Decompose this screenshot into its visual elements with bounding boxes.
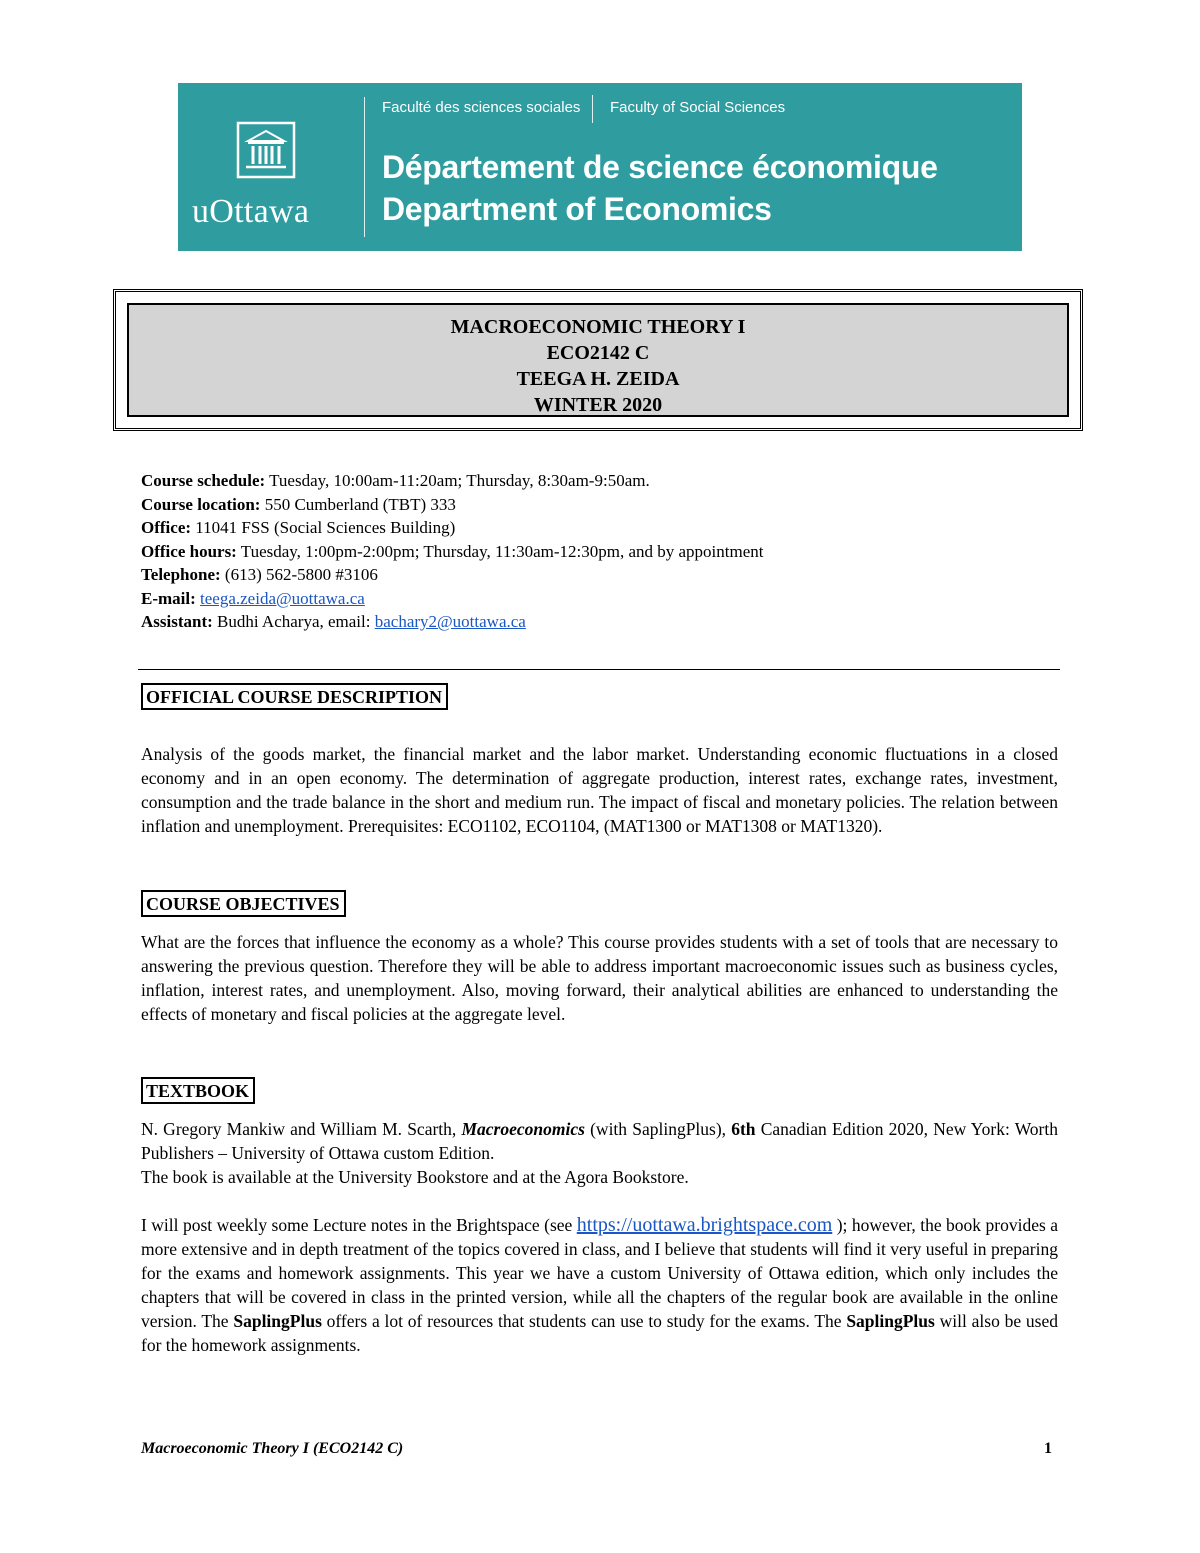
department-name-en: Department of Economics (382, 191, 772, 227)
assistant: Assistant: Budhi Acharya, email: bachary2@uottawa.ca (141, 612, 526, 631)
course-schedule: Course schedule: Tuesday, 10:00am-11:20am; Thursday, 8:30am-9:50am. (141, 471, 650, 490)
department-banner (178, 83, 1022, 251)
banner-divider (364, 97, 365, 237)
assistant-email-link[interactable]: bachary2@uottawa.ca (374, 612, 526, 631)
course-title-box (113, 289, 1083, 431)
textbook-text (141, 1117, 1058, 1357)
faculty-divider (592, 95, 593, 123)
instructor-name: TEEGA H. ZEIDA (516, 368, 680, 390)
course-info (141, 469, 764, 634)
uottawa-logo (178, 83, 364, 251)
department-name-fr: Département de science économique (382, 149, 938, 185)
page-number: 1 (1044, 1440, 1052, 1457)
email: E-mail: teega.zeida@uottawa.ca (141, 588, 365, 608)
brightspace-link[interactable]: https://uottawa.brightspace.com (576, 1214, 833, 1236)
section-divider (138, 669, 1060, 670)
description-text: Analysis of the goods market, the financial market and the labor market. Understanding economic fluctuations in a closed economy and in an open economy. The determination of aggregate production, interest rates, exchange rates, investment, consumption and the trade balance in the short and medium run. The impact of fiscal and monetary policies. The relation between inflation and unemployment. Prerequisites: ECO1102, ECO1104, (MAT1300 or MAT1308 or MAT1320). (141, 744, 1058, 836)
office: Office: 11041 FSS (Social Sciences Building) (141, 518, 456, 537)
course-title: MACROECONOMIC THEORY I (450, 316, 746, 338)
course-title-inner (127, 303, 1069, 417)
footer-course-title: Macroeconomic Theory I (ECO2142 C) (141, 1440, 404, 1457)
telephone: Telephone: (613) 562-5800 #3106 (141, 565, 378, 584)
textbook-heading: TEXTBOOK (141, 1077, 255, 1104)
lecture-notes-paragraph: I will post weekly some Lecture notes in the Brightspace (see https://uottawa.brightspace.com ); however, the book provides a more extensive and in depth treatment of the topics covered in class, and I believe that students will find it very useful in preparing for the exams and homework assignments. This year we have a custom University of Ottawa edition, which only includes the chapters that will be covered in class in the printed version, while all the chapters of the regular book are available in the online version. The SaplingPlus offers a lot of resources that students can use to study for the exams. The SaplingPlus will also be used for the homework assignments. (141, 1214, 1058, 1355)
textbook-availability: The book is available at the University Bookstore and at the Agora Bookstore. (141, 1167, 689, 1187)
email-link[interactable]: teega.zeida@uottawa.ca (200, 588, 365, 608)
objectives-text: What are the forces that influence the economy as a whole? This course provides students with a set of tools that are necessary to answering the previous question. Therefore they will be able to address important macroeconomic issues such as business cycles, inflation, interest rates, and unemployment. Also, moving forward, their analytical abilities are enhanced to understanding the effects of monetary and fiscal policies at the aggregate level. (141, 932, 1058, 1024)
office-hours: Office hours: Tuesday, 1:00pm-2:00pm; Thursday, 11:30am-12:30pm, and by appointment (141, 541, 764, 561)
uottawa-wordmark: uOttawa (192, 193, 310, 230)
faculty-name-en: Faculty of Social Sciences (610, 99, 786, 116)
course-code: ECO2142 C (546, 342, 650, 364)
objectives-heading: COURSE OBJECTIVES (141, 890, 346, 917)
building-icon (236, 121, 296, 179)
description-heading: OFFICIAL COURSE DESCRIPTION (141, 683, 448, 710)
faculty-name-fr: Faculté des sciences sociales (382, 99, 581, 116)
course-location: Course location: 550 Cumberland (TBT) 333 (141, 494, 456, 514)
textbook-citation: N. Gregory Mankiw and William M. Scarth, Macroeconomics (with SaplingPlus), 6th Canadian Edition 2020, New York: Worth Publishers – University of Ottawa custom Edition. (141, 1119, 1058, 1163)
course-term: WINTER 2020 (533, 394, 663, 416)
